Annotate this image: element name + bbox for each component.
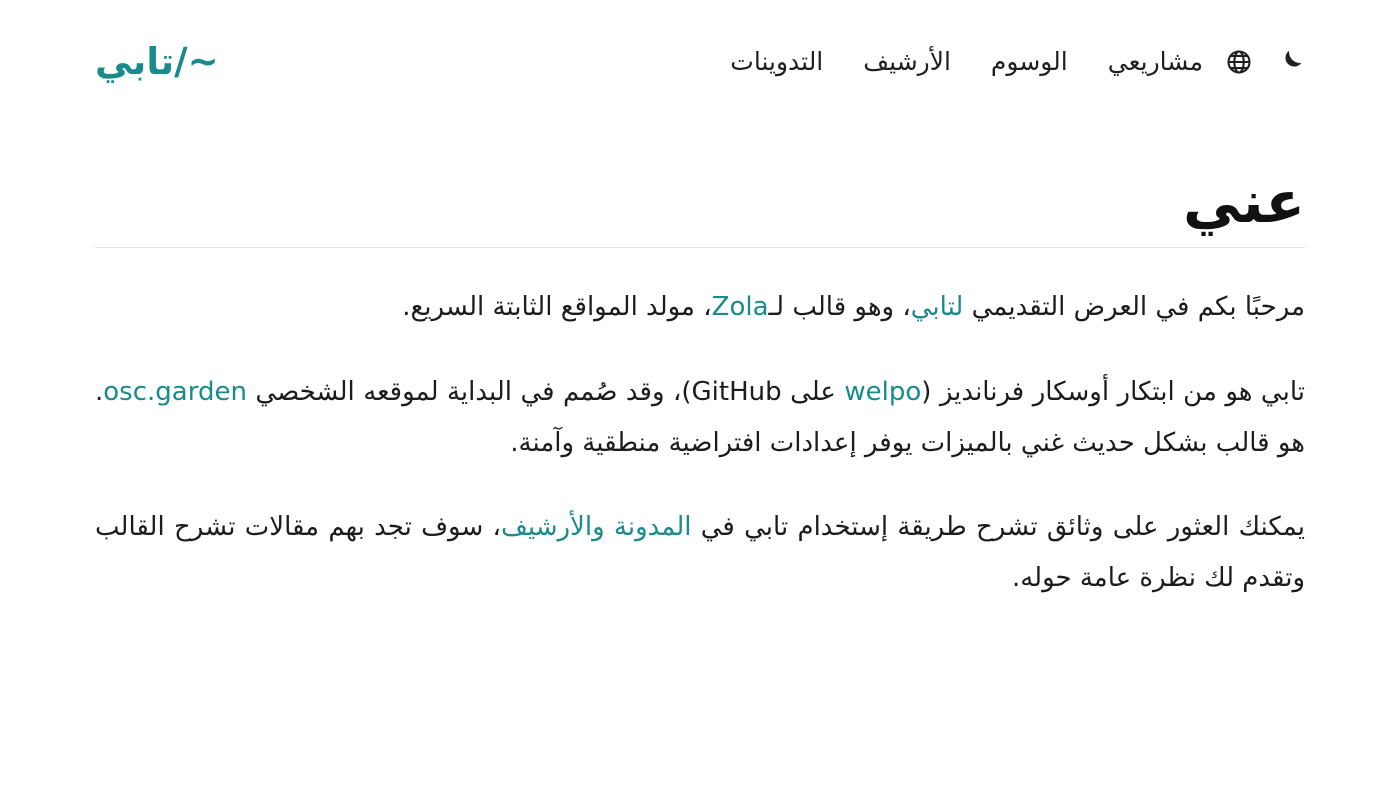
paragraph-docs-text-2: ، سوف تجد بهم مقالات تشرح القالب وتقدم لك نظرة عامة حوله. xyxy=(95,512,1305,594)
paragraph-docs-text-1: يمكنك العثور على وثائق تشرح طريقة إستخدام تابي في xyxy=(691,512,1305,543)
link-blog-archive[interactable]: المدونة والأرشيف xyxy=(500,512,692,543)
main-content xyxy=(95,94,1305,603)
link-zola[interactable]: Zola xyxy=(711,292,769,323)
paragraph-intro-text-2: ، وهو قالب لـ xyxy=(768,292,911,323)
title-divider xyxy=(95,247,1305,248)
link-osc-garden[interactable]: osc.garden xyxy=(103,376,247,407)
paragraph-docs xyxy=(95,502,1305,603)
site-brand[interactable]: ~/تابي xyxy=(95,40,219,83)
main-container xyxy=(95,94,1305,603)
link-tabi[interactable]: لتابي xyxy=(910,292,964,323)
site-header xyxy=(95,0,1305,94)
nav-item-tags[interactable]: الوسوم xyxy=(990,47,1068,77)
header-container xyxy=(95,0,1305,94)
page-title: عني xyxy=(1183,168,1305,237)
paragraph-author-text-2: على GitHub)، وقد صُمم في البداية لموقعه الشخصي xyxy=(246,376,845,407)
paragraph-intro-text-1: مرحبًا بكم في العرض التقديمي xyxy=(963,292,1305,323)
moon-icon[interactable] xyxy=(1275,47,1305,77)
paragraph-author-text-3: . هو قالب بشكل حديث غني بالميزات يوفر إعدادات افتراضية منطقية وآمنة. xyxy=(95,376,1305,458)
nav-item-posts[interactable]: التدوينات xyxy=(730,47,824,77)
globe-icon[interactable] xyxy=(1225,48,1253,76)
paragraph-intro xyxy=(95,282,1305,333)
paragraph-author xyxy=(95,367,1305,468)
paragraph-intro-text-3: ، مولد المواقع الثابتة السريع. xyxy=(402,292,712,323)
nav-item-archive[interactable]: الأرشيف xyxy=(863,47,951,77)
main-nav xyxy=(696,47,1203,77)
link-welpo[interactable]: welpo xyxy=(844,376,922,407)
paragraph-author-text-1: تابي هو من ابتكار أوسكار فرنانديز ( xyxy=(921,376,1305,407)
nav-item-projects[interactable]: مشاريعي xyxy=(1107,47,1203,77)
